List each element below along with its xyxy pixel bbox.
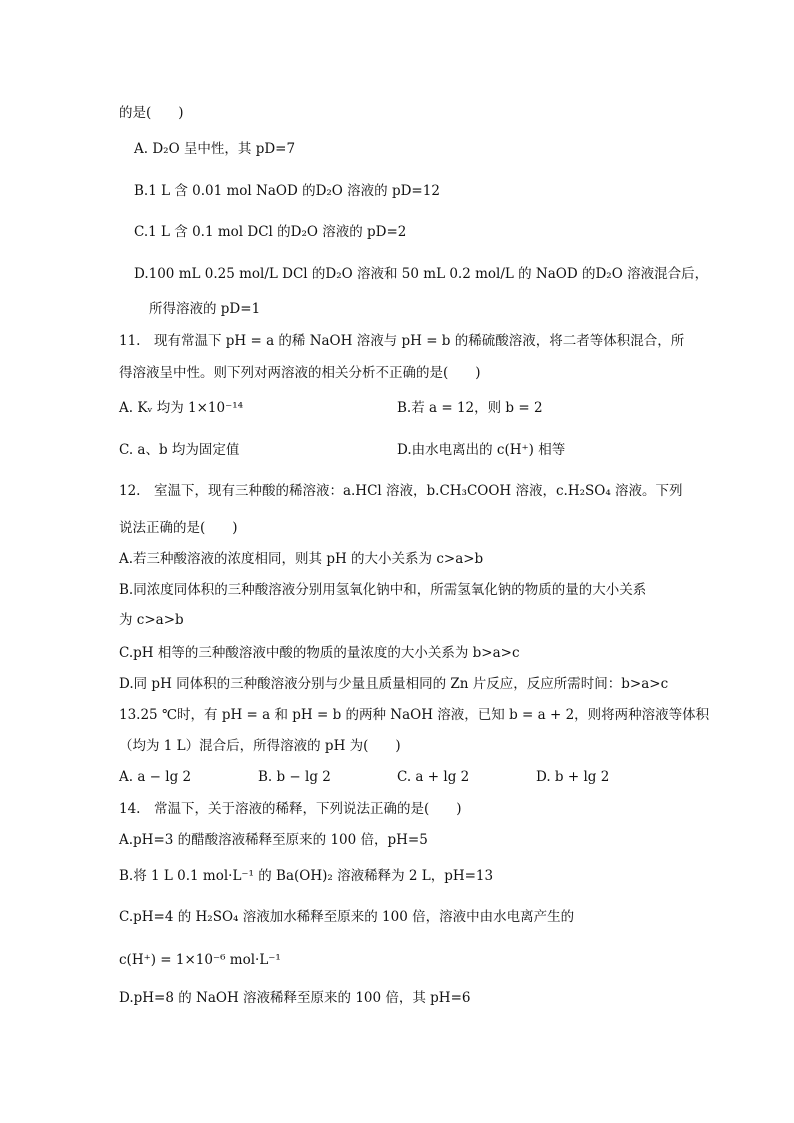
q14-option-c-line1: C.pH=4 的 H₂SO₄ 溶液加水稀释至原来的 100 倍，溶液中由水电离产生的 — [119, 909, 575, 925]
q11-option-c: C. a、b 均为固定值 — [119, 442, 240, 458]
q12-stem-line2: 说法正确的是( ) — [119, 520, 238, 536]
q12-option-d: D.同 pH 同体积的三种酸溶液分别与少量且质量相同的 Zn 片反应，反应所需时间：b>a>c — [119, 676, 669, 692]
q13-option-d: D. b + lg 2 — [536, 769, 610, 785]
q12-option-b-line2: 为 c>a>b — [119, 612, 184, 628]
q13-option-c: C. a + lg 2 — [397, 769, 470, 785]
q10-option-a: A. D₂O 呈中性，其 pD=7 — [134, 141, 296, 157]
q14-option-c-line2: c(H⁺) = 1×10⁻⁶ mol·L⁻¹ — [119, 952, 281, 968]
q10-stem-tail: 的是( ) — [119, 105, 184, 121]
q14-option-b: B.将 1 L 0.1 mol·L⁻¹ 的 Ba(OH)₂ 溶液稀释为 2 L，pH=13 — [119, 868, 494, 884]
q13-stem-line1: 13.25 ℃时，有 pH = a 和 pH = b 的两种 NaOH 溶液，已知 b = a + 2，则将两种溶液等体积 — [119, 707, 710, 723]
q12-option-b-line1: B.同浓度同体积的三种酸溶液分别用氢氧化钠中和，所需氢氧化钠的物质的量的大小关系 — [119, 582, 647, 598]
q11-stem-line1: 11. 现有常温下 pH = a 的稀 NaOH 溶液与 pH = b 的稀硫酸溶液，将二者等体积混合，所 — [119, 333, 685, 349]
q12-option-c: C.pH 相等的三种酸溶液中酸的物质的量浓度的大小关系为 b>a>c — [119, 645, 520, 661]
q13-option-b: B. b − lg 2 — [258, 769, 331, 785]
q10-option-b: B.1 L 含 0.01 mol NaOD 的D₂O 溶液的 pD=12 — [134, 183, 440, 199]
q14-option-d: D.pH=8 的 NaOH 溶液稀释至原来的 100 倍，其 pH=6 — [119, 990, 471, 1006]
q13-stem-line2: （均为 1 L）混合后，所得溶液的 pH 为( ) — [119, 738, 401, 754]
q11-option-d: D.由水电离出的 c(H⁺) 相等 — [397, 442, 566, 458]
q12-stem-line1: 12. 室温下，现有三种酸的稀溶液：a.HCl 溶液，b.CH₃COOH 溶液，c.H₂SO₄ 溶液。下列 — [119, 483, 683, 499]
q13-option-a: A. a − lg 2 — [119, 769, 192, 785]
q10-option-c: C.1 L 含 0.1 mol DCl 的D₂O 溶液的 pD=2 — [134, 224, 407, 240]
q14-option-a: A.pH=3 的醋酸溶液稀释至原来的 100 倍，pH=5 — [119, 832, 428, 848]
q12-option-a: A.若三种酸溶液的浓度相同，则其 pH 的大小关系为 c>a>b — [119, 551, 484, 567]
q11-option-b: B.若 a = 12，则 b = 2 — [397, 400, 543, 416]
q11-option-a: A. Kᵥ 均为 1×10⁻¹⁴ — [119, 400, 244, 416]
q14-stem: 14. 常温下，关于溶液的稀释，下列说法正确的是( ) — [119, 801, 462, 817]
q10-option-d: D.100 mL 0.25 mol/L DCl 的D₂O 溶液和 50 mL 0.2 mol/L 的 NaOD 的D₂O 溶液混合后， — [134, 266, 709, 282]
q10-option-d-cont: 所得溶液的 pD=1 — [149, 301, 261, 317]
q11-stem-line2: 得溶液呈中性。则下列对两溶液的相关分析不正确的是( ) — [119, 365, 481, 381]
